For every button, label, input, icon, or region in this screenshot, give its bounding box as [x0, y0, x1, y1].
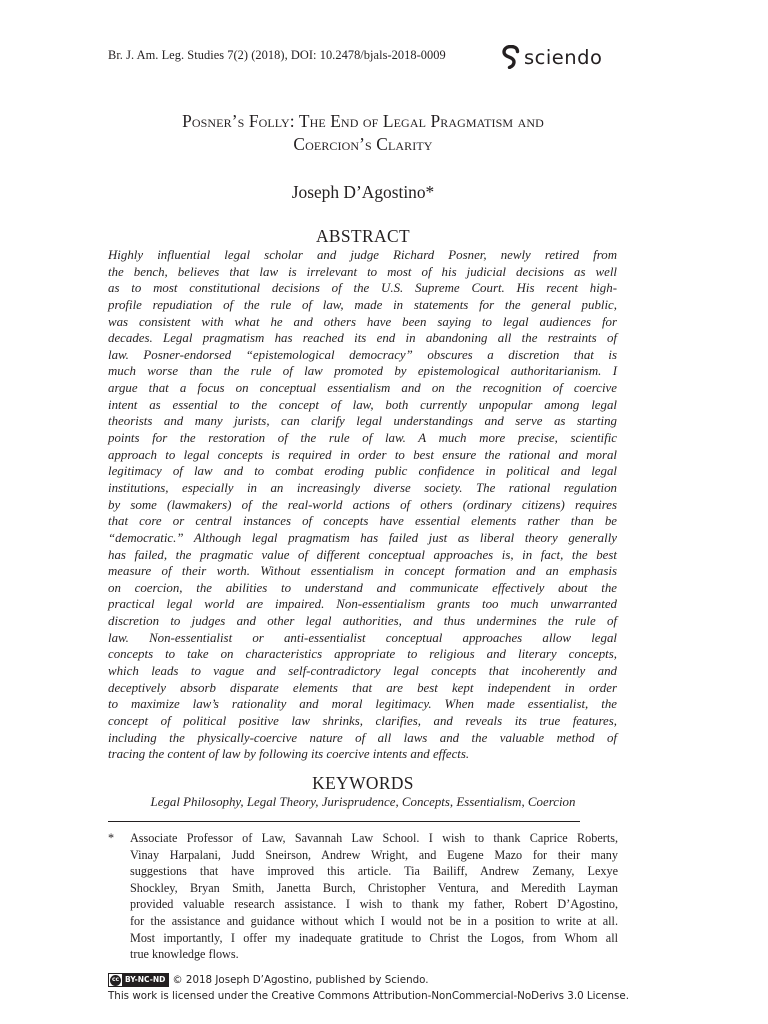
license-block: [108, 972, 648, 1004]
abstract-line: profile repudiation of the rule of law, made in statements for the general public,: [108, 297, 617, 312]
publisher-logo: [502, 44, 602, 70]
article-title: [108, 110, 618, 156]
abstract-line: institutions, especially in an increasingly diverse society. The rational regulation: [108, 480, 617, 495]
abstract-heading: ABSTRACT: [315, 226, 411, 246]
footnote-line: for the assistance and guidance without which I would not be in a position to write at all.: [130, 913, 618, 928]
footnote-line: Shockley, Bryan Smith, Janetta Burch, Christopher Ventura, and Meredith Layman: [130, 880, 618, 895]
footnote-line: provided valuable research assistance. I wish to thank my father, Robert D’Agostino,: [130, 897, 618, 912]
citation: Br. J. Am. Leg. Studies 7(2) (2018), DOI: 10.2478/bjals-2018-0009: [108, 48, 446, 62]
abstract-line: was consistent with what he and others have been saying to legal audiences for: [108, 314, 617, 329]
footnote-line: Associate Professor of Law, Savannah Law School. I wish to thank Caprice Roberts,: [130, 831, 618, 845]
publisher-name: sciendo: [524, 45, 603, 69]
keywords-list: Legal Philosophy, Legal Theory, Jurisprudence, Concepts, Essentialism, Coercion: [150, 795, 576, 809]
cc-badge-label: BY-NC-ND: [122, 974, 168, 986]
abstract-line: intent as essential to the concept of law, both currently unpopular among legal: [108, 397, 617, 412]
abstract-line: as to most constitutional decisions of the U.S. Supreme Court. His recent high-: [108, 281, 617, 296]
sciendo-logo-icon: [502, 45, 520, 69]
abstract-line: “democratic.” Although legal pragmatism has failed just as liberal theory generally: [108, 530, 617, 545]
title-line-2: Coercion’s Clarity: [293, 134, 433, 154]
footnote-marker: *: [108, 831, 115, 845]
creative-commons-icon: cc: [110, 975, 121, 986]
abstract-line: that core or central instances of concepts have essential elements rather than be: [108, 514, 617, 529]
license-copyright-line: [108, 972, 648, 988]
abstract-line: discretion to judges and other legal authorities, and thus undermines the rule of: [108, 614, 617, 629]
cc-license-badge[interactable]: [108, 973, 169, 987]
abstract-line: argue that a focus on conceptual essentialism and on the recognition of coercive: [108, 381, 617, 396]
abstract-line: legitimacy of law and to combat eroding public confidence in political and legal: [108, 464, 617, 479]
footnote-line: Most importantly, I offer my inadequate gratitude to Christ the Logos, from Whom all: [130, 930, 618, 945]
abstract-line: by some (lawmakers) of the real-world actions of others (ordinary citizens) requires: [108, 497, 617, 512]
abstract-line: concepts to take on characteristics appropriate to religious and literary concepts,: [108, 647, 617, 662]
abstract-line: law. Posner-endorsed “epistemological democracy” obscures a discretion that is: [108, 347, 617, 362]
footnote-divider: [108, 821, 580, 822]
keywords-heading: KEYWORDS: [312, 773, 414, 793]
abstract-line: measure of their worth. Without essentialism in concept formation and an emphasis: [108, 564, 617, 579]
footnote-line: suggestions that have improved this article. Tia Bailiff, Andrew Zemany, Lexye: [130, 864, 618, 879]
license-statement: This work is licensed under the Creative Commons Attribution-NonCommercial-NoDerivs 3.0 License.: [108, 990, 630, 1002]
abstract-line: law. Non-essentialist or anti-essentialist conceptual approaches allow legal: [108, 630, 617, 645]
author-name: Joseph D’Agostino*: [291, 182, 435, 202]
abstract-line: tracing the content of law by following its coercive intents and effects.: [108, 747, 470, 762]
abstract-line: the bench, believes that law is irrelevant to most of his judicial decisions as well: [108, 264, 617, 279]
abstract-line: much worse than the rule of law promoted by epistemological authoritarianism. I: [108, 364, 617, 379]
abstract-line: deceptively absorb disparate elements that are best kept independent in order: [108, 680, 617, 695]
footnote-text: [130, 830, 618, 963]
abstract-line: theorists and many jurists, can clarify legal understandings and serve as starting: [108, 414, 617, 429]
abstract-line: decades. Legal pragmatism has reached its end in abandoning all the restraints of: [108, 331, 617, 346]
abstract-line: approach to legal concepts is required in order to best ensure the rational and moral: [108, 447, 617, 462]
copyright-notice: © 2018 Joseph D’Agostino, published by Sciendo.: [172, 974, 429, 986]
footnote-line: Vinay Harpalani, Judd Sneirson, Andrew Wright, and Eugene Mazo for their many: [130, 847, 618, 862]
abstract-line: Highly influential legal scholar and judge Richard Posner, newly retired from: [108, 248, 617, 262]
abstract-line: including the physically-coercive nature of all laws and the valuable method of: [108, 730, 617, 745]
abstract-line: has failed, the pragmatic value of different conceptual approaches is, in fact, the best: [108, 547, 617, 562]
abstract-line: on coercion, the abilities to understand and communicate effectively about the: [108, 580, 617, 595]
abstract-line: concept of political positive law shrinks, clarifies, and reveals its true features,: [108, 713, 617, 728]
title-line-1: Posner’s Folly: The End of Legal Pragmatism and: [182, 111, 544, 131]
abstract-line: which leads to vague and self-contradictory legal concepts that incoherently and: [108, 664, 617, 679]
page-header: [108, 44, 618, 70]
abstract-line: points for the restoration of the rule of law. A much more precise, scientific: [108, 431, 617, 446]
abstract-line: practical legal world are impaired. Non-essentialism grants too much unwarranted: [108, 597, 617, 612]
abstract-line: to maximize law’s rationality and moral legitimacy. When made essentialist, the: [108, 697, 617, 712]
abstract-body: [108, 247, 617, 763]
footnote-line: true knowledge flows.: [130, 947, 239, 962]
